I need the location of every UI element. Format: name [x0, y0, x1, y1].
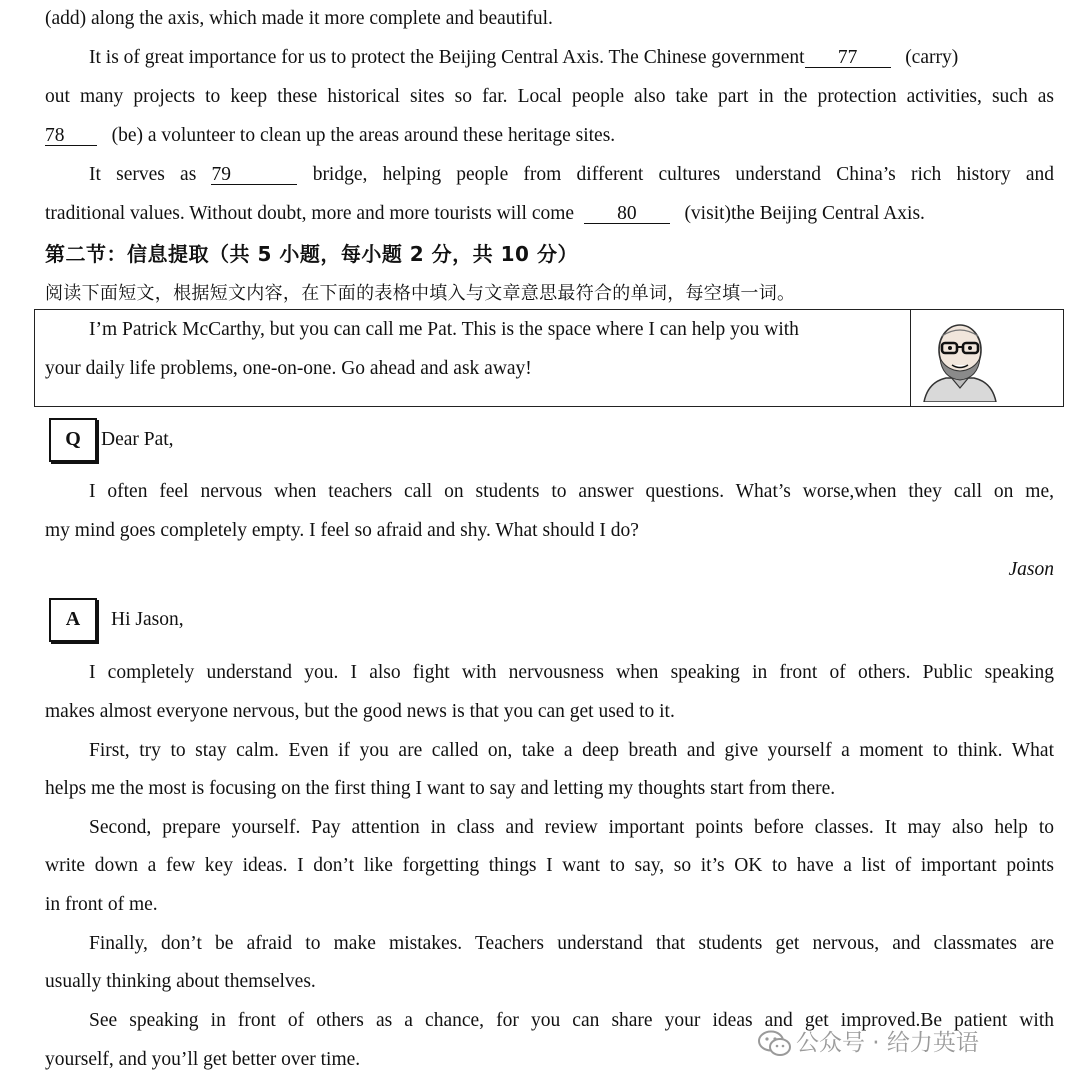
- passage-p1-line2: out many projects to keep these historical sites so far. Local people also take part in the protection activities, such as: [45, 86, 1054, 107]
- section2-instruction: 阅读下面短文，根据短文内容，在下面的表格中填入与文章意思最符合的单词，每空填一词。: [45, 283, 796, 304]
- p2-text-c: traditional values. Without doubt, more and more tourists will come: [45, 203, 575, 224]
- intro-line-2: your daily life problems, one-on-one. Go ahead and ask away!: [45, 358, 532, 379]
- p1-text-a: It is of great importance for us to protect the Beijing Central Axis. The Chinese government: [89, 47, 805, 68]
- intro-box: [34, 309, 1064, 407]
- p1-text-d: (be) a volunteer to clean up the areas around these heritage sites.: [111, 125, 616, 146]
- q-label-box: Q: [49, 418, 97, 462]
- blank-78: 78: [45, 127, 97, 146]
- q-signature: Jason: [1008, 559, 1054, 580]
- p2-text-d: (visit)the Beijing Central Axis.: [684, 203, 925, 224]
- cartoon-portrait-icon: [920, 314, 1000, 402]
- section2-heading: 第二节：信息提取（共 5 小题，每小题 2 分，共 10 分）: [45, 242, 578, 266]
- p1-text-b: (carry): [905, 47, 959, 68]
- a-greeting: Hi Jason,: [111, 609, 184, 630]
- a-p3-line1: Second, prepare yourself. Pay attention in class and review important points before classes. It may also help to: [89, 817, 1054, 838]
- a-p4-line1: Finally, don’t be afraid to make mistakes. Teachers understand that students get nervous, and classmates are: [89, 933, 1054, 954]
- wechat-icon: [758, 1030, 792, 1058]
- a-p5-line2: yourself, and you’ll get better over time.: [45, 1049, 361, 1070]
- passage-p2-line2: [45, 203, 925, 225]
- a-p3-line2: write down a few key ideas. I don’t like forgetting things I want to say, so it’s OK to have a list of important points: [45, 855, 1054, 876]
- a-p1-line1: I completely understand you. I also fight with nervousness when speaking in front of others. Public speaking: [89, 662, 1054, 683]
- watermark-text: 公众号 · 给力英语: [796, 1030, 979, 1056]
- watermark: [758, 1024, 979, 1058]
- a-p2-line2: helps me the most is focusing on the first thing I want to say and letting my thoughts start from there.: [45, 778, 836, 799]
- a-p3-line3: in front of me.: [45, 894, 158, 915]
- passage-p1-line3: [45, 125, 615, 147]
- q-line-1: I often feel nervous when teachers call on students to answer questions. What’s worse,when they call on me,: [89, 481, 1054, 502]
- blank-80: 80: [584, 205, 670, 224]
- q-line-2: my mind goes completely empty. I feel so afraid and shy. What should I do?: [45, 520, 639, 541]
- blank-79: 79: [211, 166, 297, 185]
- blank-77: 77: [805, 49, 891, 68]
- passage-p2-line1: [89, 164, 1054, 186]
- intro-divider: [910, 310, 911, 406]
- p2-text-a: It serves as: [89, 164, 197, 185]
- p2-text-b: bridge, helping people from different cultures understand China’s rich history and: [312, 164, 1055, 185]
- a-p2-line1: First, try to stay calm. Even if you are called on, take a deep breath and give yourself a moment to think. What: [89, 740, 1054, 761]
- q-greeting: Dear Pat,: [101, 429, 174, 450]
- passage-line-0: (add) along the axis, which made it more complete and beautiful.: [45, 8, 553, 29]
- a-p5-line1: See speaking in front of others as a chance, for you can share your ideas and get improved.Be patient with: [89, 1010, 1054, 1031]
- a-label-box: A: [49, 598, 97, 642]
- a-p4-line2: usually thinking about themselves.: [45, 971, 316, 992]
- passage-p1-line1: [89, 47, 958, 69]
- intro-line-1: I’m Patrick McCarthy, but you can call me Pat. This is the space where I can help you with: [89, 319, 799, 340]
- a-p1-line2: makes almost everyone nervous, but the good news is that you can get used to it.: [45, 701, 675, 722]
